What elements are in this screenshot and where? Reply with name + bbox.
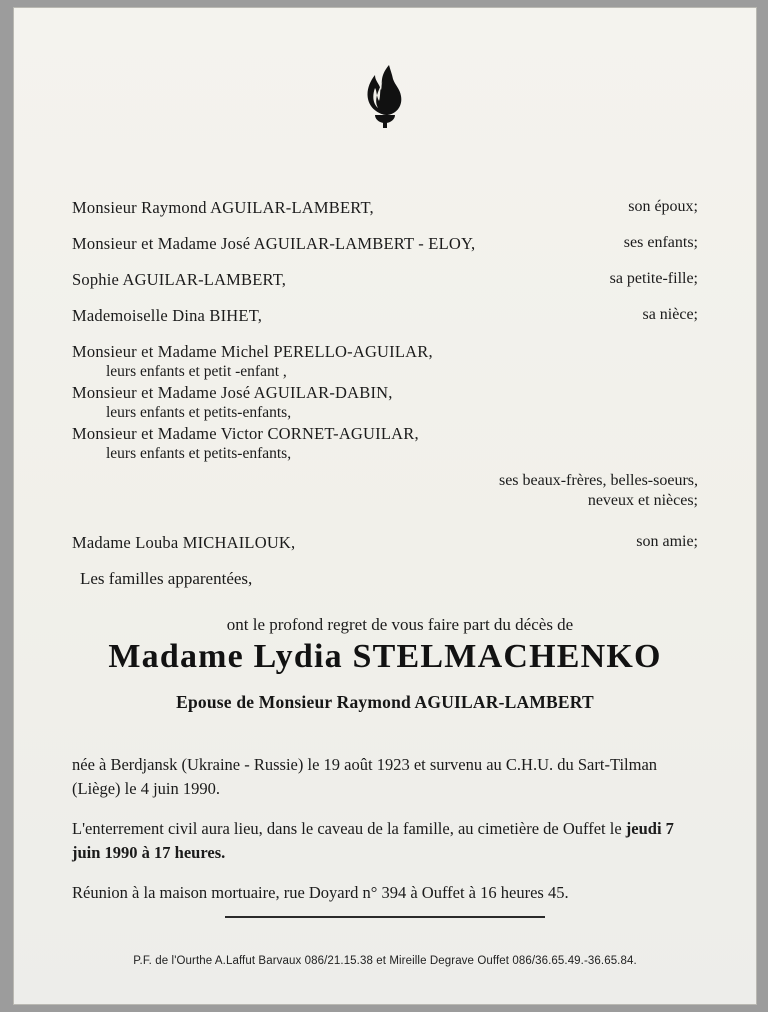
friend-name: Madame Louba MICHAILOUK, <box>72 533 296 552</box>
details-block <box>72 753 704 921</box>
relative-relation: son époux; <box>628 198 698 215</box>
relative-relation: sa nièce; <box>642 306 698 323</box>
relative-row <box>72 383 698 422</box>
divider <box>225 916 545 918</box>
relative-name: Mademoiselle Dina BIHET, <box>72 306 263 325</box>
group-relation-line-1: ses beaux-frères, belles-soeurs, <box>498 472 698 489</box>
relative-relation: ses enfants; <box>623 234 698 251</box>
relative-name: Monsieur et Madame José AGUILAR-DABIN, <box>72 383 393 402</box>
relative-row <box>72 306 698 328</box>
relative-row <box>72 270 698 292</box>
deceased-spouse: Epouse de Monsieur Raymond AGUILAR-LAMBERT <box>176 692 594 712</box>
relative-row <box>72 342 698 381</box>
relative-children: leurs enfants et petits-enfants, <box>106 404 292 421</box>
related-families: Les familles apparentées, <box>80 569 253 588</box>
relative-row <box>72 424 698 463</box>
relative-name: Sophie AGUILAR-LAMBERT, <box>72 270 287 289</box>
relative-row <box>72 234 698 256</box>
funeral-home-footer: P.F. de l'Ourthe A.Laffut Barvaux 086/21.15.38 et Mireille Degrave Ouffet 086/36.65.49.-36.65.84. <box>133 955 637 967</box>
friend-row <box>72 533 698 555</box>
relative-row <box>72 198 698 220</box>
announcement-text: ont le profond regret de vous faire part du décès de <box>226 615 574 634</box>
relative-name: Monsieur et Madame José AGUILAR-LAMBERT - ELOY, <box>72 234 476 253</box>
deceased-name: Madame Lydia STELMACHENKO <box>108 638 662 675</box>
relative-children: leurs enfants et petit -enfant , <box>106 363 287 380</box>
flame-emblem-icon <box>14 63 756 133</box>
relative-name: Monsieur et Madame Victor CORNET-AGUILAR, <box>72 424 419 443</box>
relative-name: Monsieur et Madame Michel PERELLO-AGUILAR, <box>72 342 433 361</box>
birth-death-paragraph: née à Berdjansk (Ukraine - Russie) le 19 août 1923 et survenu au C.H.U. du Sart-Tilman (Liège) le 4 juin 1990. <box>72 755 658 798</box>
deceased-block <box>14 638 756 713</box>
group-relation-line-2: neveux et nièces; <box>587 492 698 509</box>
friend-relation: son amie; <box>636 533 698 550</box>
burial-datetime: jeudi 7 juin 1990 à 17 heures. <box>72 818 674 862</box>
burial-paragraph <box>72 817 704 865</box>
relative-children: leurs enfants et petits-enfants, <box>106 445 292 462</box>
relative-name: Monsieur Raymond AGUILAR-LAMBERT, <box>72 198 374 217</box>
card-surface <box>14 8 756 1004</box>
memorial-card <box>14 8 756 1004</box>
relative-relation: sa petite-fille; <box>609 270 698 287</box>
gathering-paragraph: Réunion à la maison mortuaire, rue Doyard n° 394 à Ouffet à 16 heures 45. <box>72 882 569 902</box>
group-relation <box>72 471 698 511</box>
relatives-list <box>72 198 698 635</box>
burial-text: L'enterrement civil aura lieu, dans le caveau de la famille, au cimetière de Ouffet le <box>72 818 626 838</box>
extended-family-group <box>72 342 698 511</box>
